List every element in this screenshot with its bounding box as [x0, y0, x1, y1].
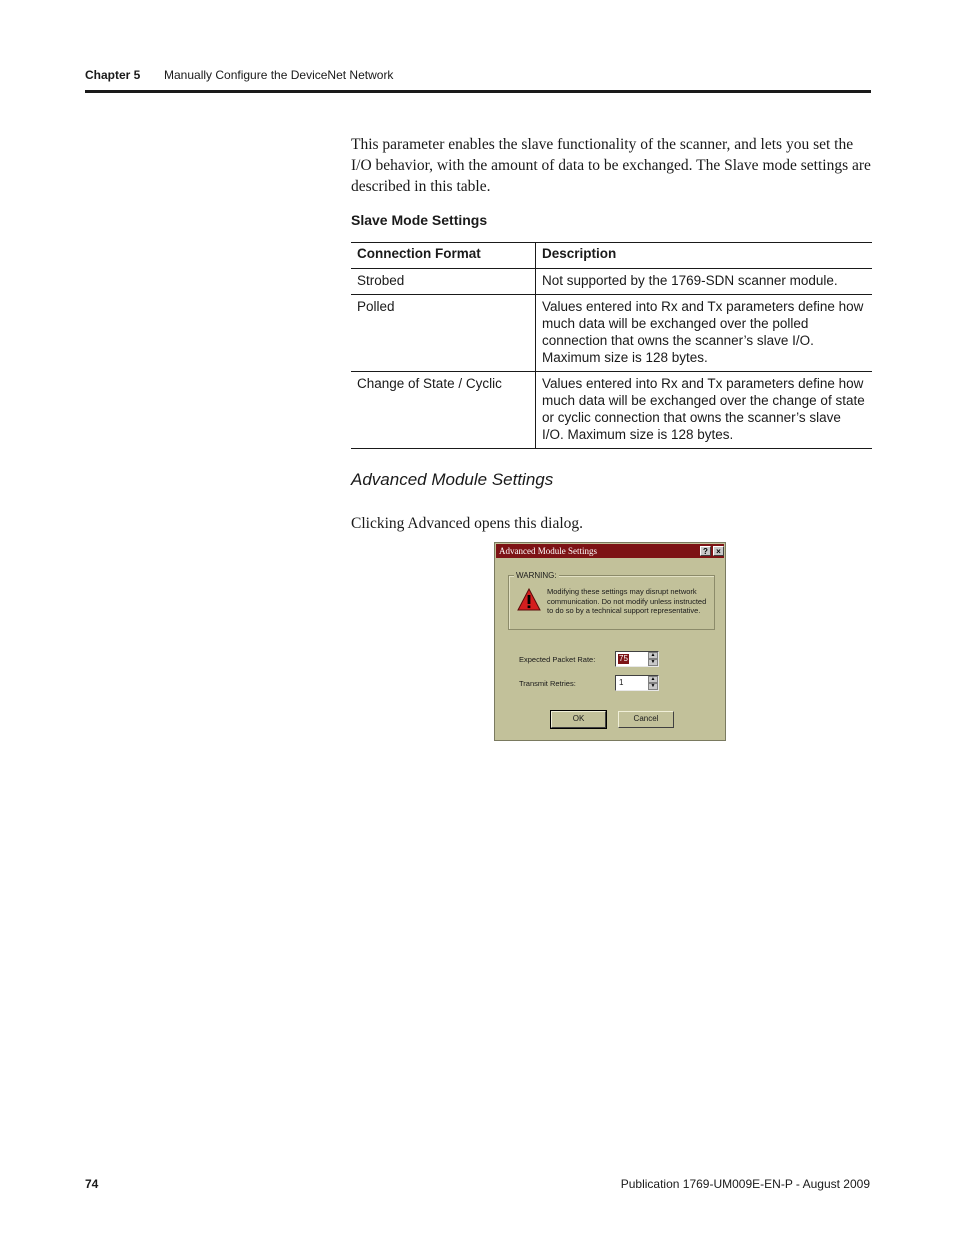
dialog-caption: Clicking Advanced opens this dialog. [351, 515, 584, 532]
table-title: Slave Mode Settings [351, 212, 488, 228]
expected-packet-rate-spinner[interactable] [615, 651, 659, 667]
page-number: 74 [85, 1177, 99, 1191]
warning-label: WARNING: [516, 571, 557, 580]
page-header [85, 66, 871, 93]
advanced-module-settings-dialog [494, 542, 726, 741]
intro-paragraph: This parameter enables the slave functionality of the scanner, and lets you set the I/O behavior, with the amount of data to be exchanged. The Slave mode settings are described in this table. [351, 136, 871, 195]
transmit-retries-label: Transmit Retries: [519, 679, 576, 688]
slave-mode-settings-table [351, 242, 872, 449]
chapter-title: Manually Configure the DeviceNet Network [164, 68, 394, 82]
spin-up-icon[interactable]: ▲ [648, 676, 658, 683]
transmit-retries-value[interactable]: 1 [619, 678, 624, 687]
dialog-title-bar[interactable] [496, 544, 724, 558]
description-cell: Values entered into Rx and Tx parameters define how much data will be exchanged over the polled connection that owns the scanner’s slave I/O. Maximum size is 128 bytes. [536, 295, 873, 372]
warning-icon [517, 588, 541, 612]
spin-down-icon[interactable]: ▼ [648, 683, 658, 690]
close-button[interactable]: × [713, 546, 724, 556]
publication-info: Publication 1769-UM009E-EN-P - August 2009 [620, 1177, 870, 1191]
chapter-number: Chapter 5 [85, 68, 141, 82]
spin-down-icon[interactable]: ▼ [648, 659, 658, 666]
transmit-retries-spinner[interactable] [615, 675, 659, 691]
expected-packet-rate-value[interactable]: 75 [619, 654, 628, 663]
spin-up-icon[interactable]: ▲ [648, 652, 658, 659]
description-cell: Not supported by the 1769-SDN scanner module. [536, 269, 873, 295]
column-header-connection-format: Connection Format [351, 243, 536, 269]
help-button[interactable]: ? [700, 546, 711, 556]
spinner-arrows [648, 652, 658, 666]
table-row [351, 269, 872, 295]
expected-packet-rate-label: Expected Packet Rate: [519, 655, 596, 664]
spinner-arrows [648, 676, 658, 690]
dialog-title: Advanced Module Settings [499, 546, 597, 556]
section-heading: Advanced Module Settings [351, 470, 554, 489]
table-row [351, 295, 872, 372]
warning-text: Modifying these settings may disrupt network communication. Do not modify unless instructed to do so by a technical support representative. [547, 587, 707, 616]
column-header-description: Description [536, 243, 873, 269]
description-cell: Values entered into Rx and Tx parameters define how much data will be exchanged over the change of state or cyclic connection that owns the scanner’s slave I/O. Maximum size is 128 bytes. [536, 372, 873, 449]
connection-format-cell: Strobed [351, 269, 536, 295]
table-row [351, 372, 872, 449]
connection-format-cell: Change of State / Cyclic [351, 372, 536, 449]
cancel-button[interactable]: Cancel [618, 711, 674, 728]
table-header-row [351, 243, 872, 269]
connection-format-cell: Polled [351, 295, 536, 372]
ok-button[interactable]: OK [551, 711, 606, 728]
